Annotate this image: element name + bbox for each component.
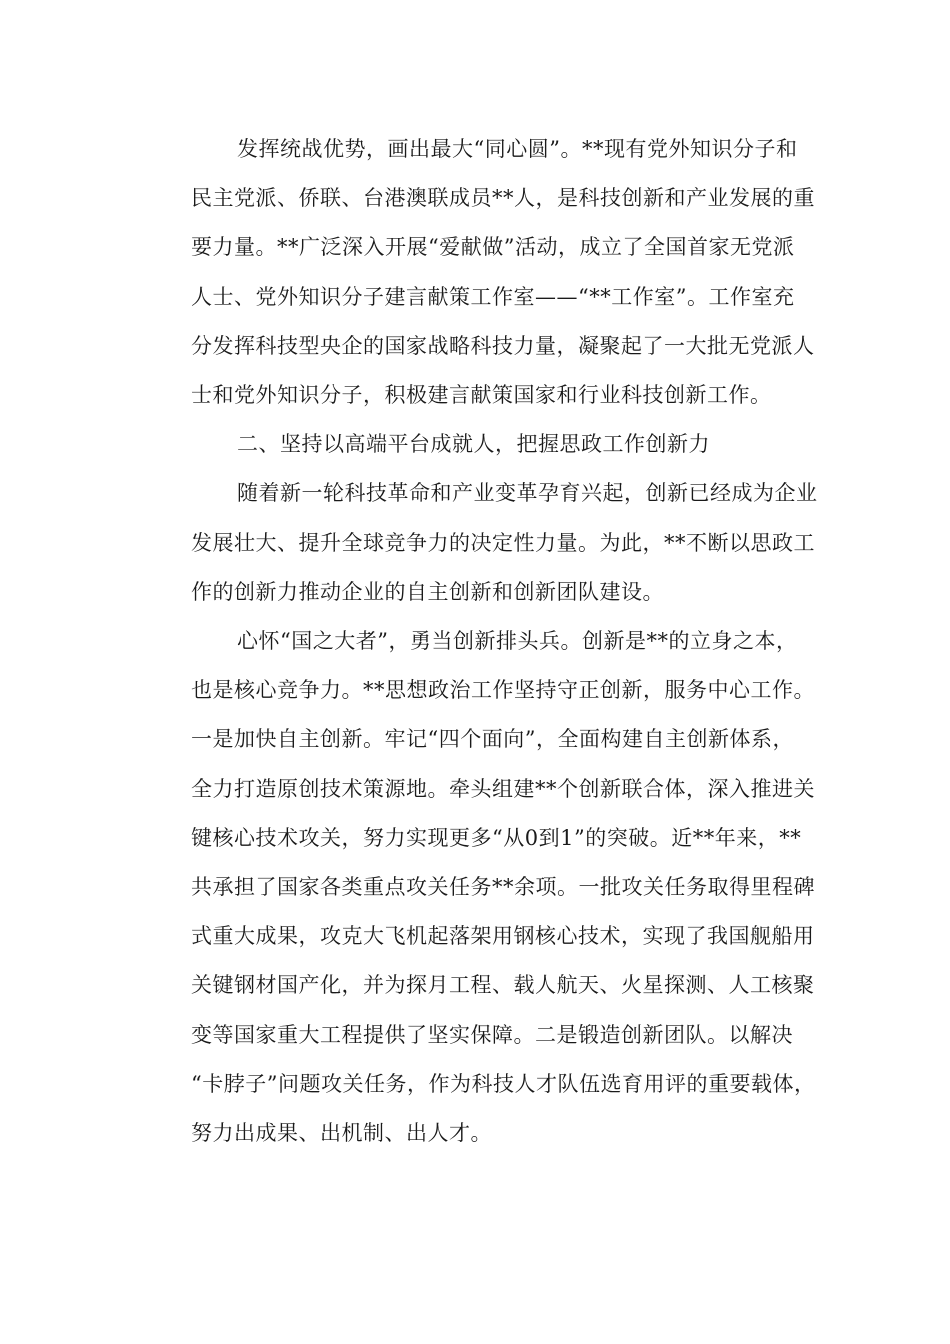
text-line: 人士、党外知识分子建言献策工作室——“**工作室”。工作室充 [191, 284, 795, 309]
section-heading-2 [145, 420, 825, 469]
text-line: 民主党派、侨联、台港澳联成员**人，是科技创新和产业发展的重 [191, 186, 815, 211]
text-line: 要力量。**广泛深入开展“爱献做”活动，成立了全国首家无党派 [191, 235, 795, 260]
text-line: 也是核心竞争力。**思想政治工作坚持守正创新，服务中心工作。 [191, 678, 815, 703]
text-line: 发挥统战优势，画出最大“同心圆”。**现有党外知识分子和 [237, 137, 798, 161]
paragraph-innovation-detail [145, 617, 825, 1158]
text-line: 键核心技术攻关，努力实现更多“从0到1”的突破。近**年来，** [191, 825, 802, 850]
text-line: 心怀“国之大者”，勇当创新排头兵。创新是**的立身之本， [237, 629, 798, 654]
paragraph-united-front [145, 125, 825, 420]
document-body [145, 125, 825, 1158]
text-line: 努力出成果、出机制、出人才。 [191, 1121, 492, 1146]
text-line: 随着新一轮科技革命和产业变革孕育兴起，创新已经成为企业 [237, 481, 818, 506]
heading-text: 二、坚持以高端平台成就人，把握思政工作创新力 [237, 432, 710, 457]
text-line: 一是加快自主创新。牢记“四个面向”，全面构建自主创新体系， [191, 727, 794, 752]
text-line: 发展壮大、提升全球竞争力的决定性力量。为此，**不断以思政工 [191, 530, 815, 555]
text-line: 分发挥科技型央企的国家战略科技力量，凝聚起了一大批无党派人 [191, 333, 815, 358]
paragraph-innovation-intro [145, 469, 825, 617]
text-line: 共承担了国家各类重点攻关任务**余项。一批攻关任务取得里程碑 [191, 875, 815, 900]
text-line: 全力打造原创技术策源地。牵头组建**个创新联合体，深入推进关 [191, 776, 815, 801]
text-line: “卡脖子”问题攻关任务，作为科技人才队伍选育用评的重要载体， [191, 1071, 816, 1096]
text-line: 士和党外知识分子，积极建言献策国家和行业科技创新工作。 [191, 383, 772, 408]
text-line: 作的创新力推动企业的自主创新和创新团队建设。 [191, 579, 664, 604]
text-line: 关键钢材国产化，并为探月工程、载人航天、火星探测、人工核聚 [191, 973, 815, 998]
text-line: 变等国家重大工程提供了坚实保障。二是锻造创新团队。以解决 [191, 1022, 793, 1047]
text-line: 式重大成果，攻克大飞机起落架用钢核心技术，实现了我国舰船用 [191, 924, 815, 949]
